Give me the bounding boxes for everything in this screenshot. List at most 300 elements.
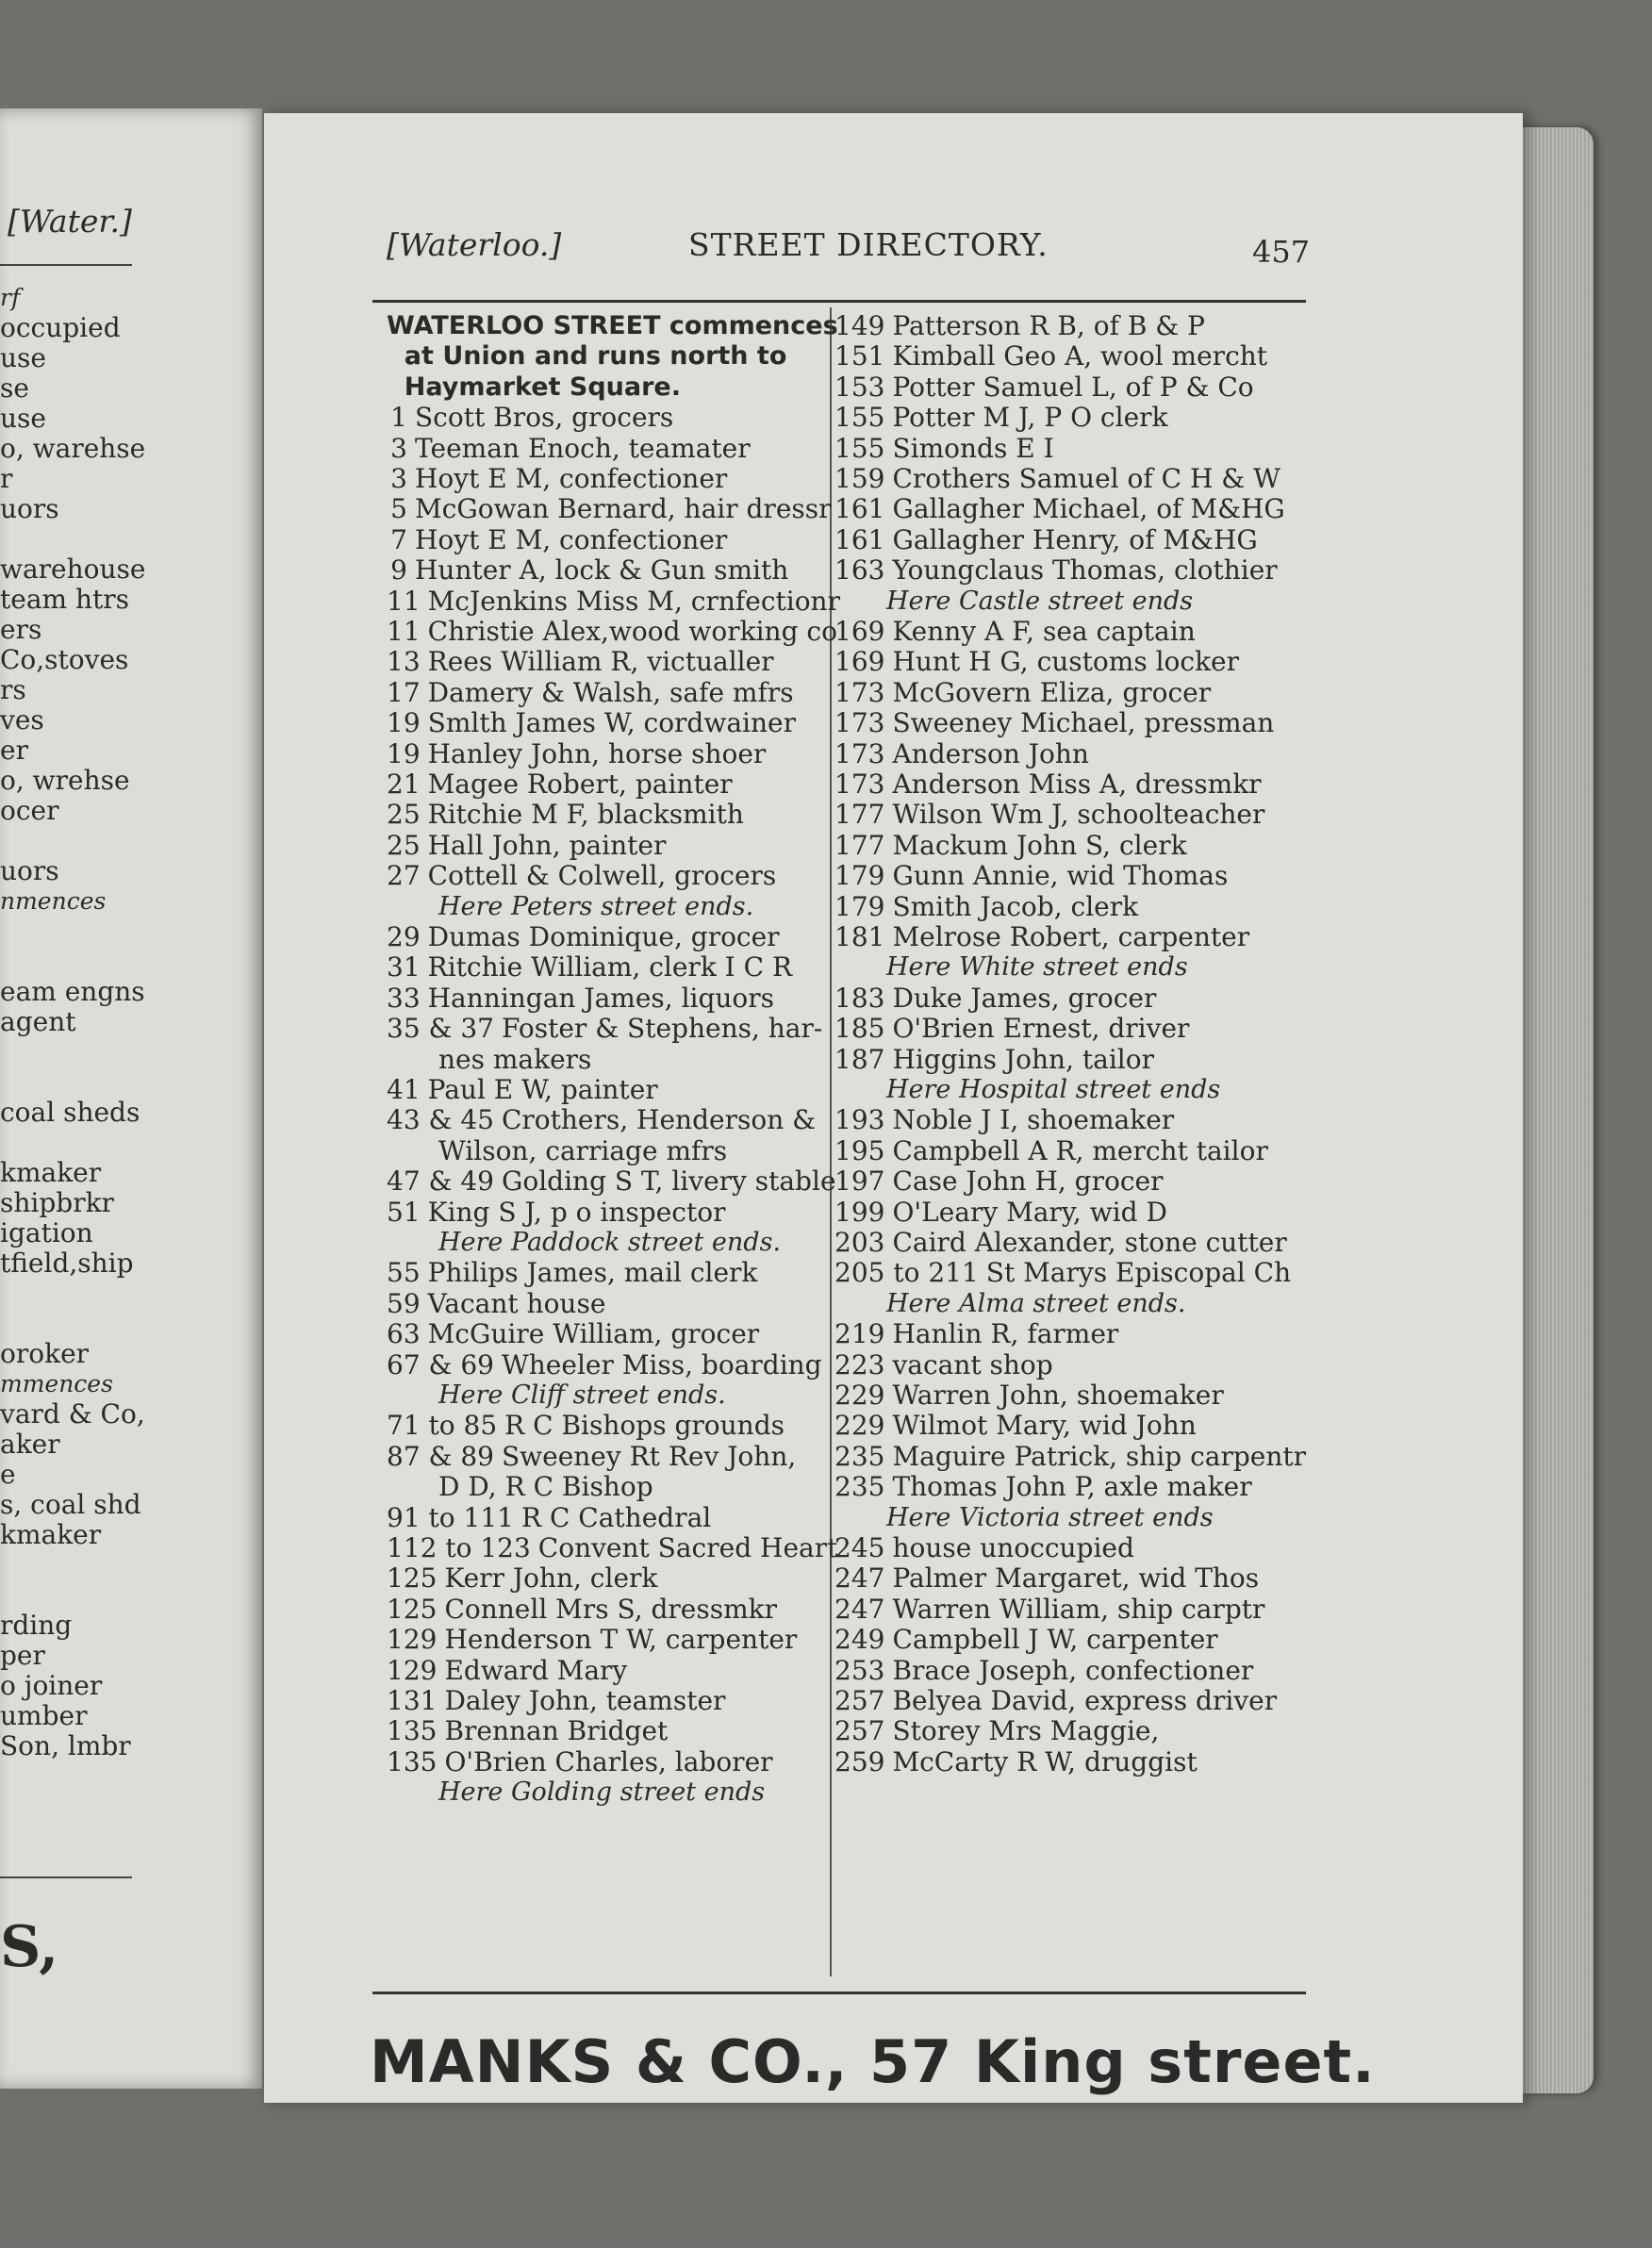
left-page-line: r (0, 463, 13, 494)
left-page-footer: S, (0, 1914, 59, 1980)
house-number: 177 (834, 829, 885, 861)
entry-continuation: D D, R C Bishop (438, 1471, 653, 1503)
house-number: 219 (834, 1318, 885, 1350)
footer-rule (372, 1992, 1306, 1994)
house-number: 153 (834, 371, 885, 403)
resident-entry: Higgins John, tailor (892, 1043, 1154, 1075)
page-title: STREET DIRECTORY. (688, 226, 1049, 263)
left-page-bottom-rule (0, 1876, 132, 1878)
entry-continuation: nes makers (438, 1043, 592, 1075)
left-page-line: se (0, 372, 29, 404)
resident-entry: Sweeney Michael, pressman (892, 707, 1275, 739)
street-ends-note: Here Cliff street ends. (438, 1380, 726, 1410)
house-number: 43 & 45 (387, 1104, 494, 1136)
street-heading: at Union and runs north to (387, 341, 787, 372)
directory-page (264, 113, 1523, 2103)
directory-entry (834, 1472, 1252, 1502)
directory-entry (834, 1686, 1277, 1716)
left-page-line: agent (0, 1006, 76, 1037)
house-number: 161 (834, 523, 885, 555)
house-number: 161 (834, 493, 885, 525)
house-number: 235 (834, 1440, 885, 1472)
directory-entry (387, 1105, 816, 1135)
house-number: 41 (387, 1074, 421, 1105)
directory-entry (834, 769, 1262, 800)
house-number: 183 (834, 982, 885, 1014)
street-ends-note: Here Peters street ends. (438, 891, 754, 921)
directory-entry (387, 1442, 796, 1472)
house-number: 205 to 211 (834, 1257, 979, 1289)
house-number: 11 (387, 616, 421, 647)
left-page-line: nmences (0, 887, 107, 915)
house-number: 13 (387, 646, 421, 678)
resident-entry: house unoccupied (892, 1532, 1134, 1563)
house-number: 193 (834, 1104, 885, 1136)
house-number: 177 (834, 799, 885, 831)
directory-entry (834, 892, 1138, 922)
directory-entry (834, 1105, 1174, 1135)
house-number: 25 (387, 829, 421, 861)
resident-entry: Duke James, grocer (892, 982, 1157, 1014)
house-number: 203 (834, 1227, 885, 1258)
resident-entry: Simonds E I (892, 432, 1054, 464)
house-number: 169 (834, 616, 885, 647)
resident-entry: St Marys Episcopal Ch (985, 1257, 1292, 1289)
header-rule (372, 300, 1306, 303)
house-number: 29 (387, 921, 421, 952)
left-page-line: kmaker (0, 1519, 102, 1550)
directory-entry (387, 434, 751, 464)
left-page-line: rding (0, 1610, 73, 1641)
house-number: 129 (387, 1654, 438, 1686)
left-page-line: aker (0, 1429, 60, 1460)
resident-entry: Gallagher Michael, of M&HG (892, 493, 1285, 525)
resident-entry: Maguire Patrick, ship carpentr (892, 1440, 1307, 1472)
house-number: 155 (834, 432, 885, 464)
directory-entry (387, 1411, 785, 1441)
directory-entry (834, 1656, 1253, 1686)
street-ends-note: Here Hospital street ends (886, 1075, 1221, 1104)
page-number: 457 (1252, 234, 1311, 270)
house-number: 197 (834, 1165, 885, 1198)
left-page-line: eam engns (0, 976, 145, 1007)
left-page-line: mmences (0, 1370, 113, 1397)
house-number: 199 (834, 1196, 885, 1228)
directory-entry (834, 1533, 1134, 1563)
house-number: 63 (387, 1318, 421, 1350)
directory-entry (387, 1595, 777, 1625)
resident-entry: Palmer Margaret, wid Thos (892, 1562, 1260, 1595)
directory-entry (834, 372, 1254, 403)
house-number: 9 (390, 554, 407, 587)
resident-entry: Smith Jacob, clerk (892, 890, 1139, 922)
house-number: 31 (387, 951, 421, 984)
house-number: 47 & 49 (387, 1165, 494, 1198)
house-number: 223 (834, 1348, 885, 1380)
directory-entry (834, 1716, 1159, 1746)
house-number: 33 (387, 982, 421, 1014)
house-number: 257 (834, 1715, 885, 1747)
house-number: 257 (834, 1685, 885, 1716)
directory-entry (387, 494, 832, 524)
left-page-line: kmaker (0, 1157, 102, 1188)
resident-entry: Warren John, shoemaker (892, 1380, 1224, 1411)
house-number: 55 (387, 1257, 421, 1289)
house-number: 247 (834, 1562, 885, 1595)
running-head-street: [Waterloo.] (387, 226, 562, 263)
directory-entry (387, 587, 840, 617)
left-page-line: shipbrkr (0, 1187, 114, 1218)
left-page-line: ers (0, 614, 42, 645)
house-number: 173 (834, 707, 885, 739)
resident-entry: O'Brien Ernest, driver (892, 1013, 1190, 1045)
directory-entry (387, 1503, 711, 1533)
resident-entry: Damery & Walsh, safe mfrs (427, 676, 794, 708)
left-page-line: o joiner (0, 1670, 103, 1701)
house-number: 129 (387, 1624, 438, 1656)
resident-entry: Wilson Wm J, schoolteacher (892, 799, 1265, 831)
resident-entry: King S J, p o inspector (427, 1196, 726, 1228)
house-number: 185 (834, 1013, 885, 1045)
house-number: 1 (390, 402, 407, 434)
directory-entry (387, 739, 766, 769)
resident-entry: McGuire William, grocer (427, 1318, 760, 1350)
entry-continuation: Wilson, carriage mfrs (438, 1134, 728, 1166)
directory-entry (387, 1656, 627, 1686)
directory-entry (834, 1045, 1154, 1075)
resident-entry: Convent Sacred Heart (537, 1532, 838, 1563)
directory-entry (834, 831, 1187, 861)
house-number: 25 (387, 799, 421, 831)
house-number: 5 (390, 493, 407, 525)
resident-entry: Thomas John P, axle maker (892, 1471, 1252, 1503)
left-page-line: per (0, 1640, 45, 1671)
resident-entry: Ritchie M F, blacksmith (427, 799, 744, 831)
left-page-line: igation (0, 1217, 93, 1248)
directory-entry (387, 1289, 605, 1319)
house-number: 195 (834, 1134, 885, 1166)
resident-entry: Hanlin R, farmer (892, 1318, 1119, 1350)
resident-entry: Hanningan James, liquors (427, 982, 775, 1014)
left-page-line: umber (0, 1700, 88, 1731)
house-number: 125 (387, 1593, 438, 1625)
house-number: 247 (834, 1593, 885, 1625)
directory-entry (834, 1442, 1306, 1472)
resident-entry: Gallagher Henry, of M&HG (892, 523, 1258, 555)
directory-entry (834, 1258, 1291, 1288)
left-page-line: occupied (0, 312, 121, 343)
resident-entry: Anderson John (892, 737, 1089, 769)
directory-entry (834, 434, 1054, 464)
page-stack-edge (1523, 127, 1594, 2093)
resident-entry: Daley John, teamster (444, 1685, 726, 1716)
house-number: 3 (390, 463, 407, 494)
left-page-line: o, wrehse (0, 765, 130, 796)
resident-entry: Foster & Stephens, har- (501, 1013, 823, 1045)
directory-entry (387, 1014, 822, 1044)
resident-entry: Brennan Bridget (444, 1715, 669, 1747)
house-number: 173 (834, 769, 885, 800)
house-number: 149 (834, 310, 885, 341)
resident-entry: Noble J I, shoemaker (892, 1104, 1175, 1136)
street-ends-note: Here Castle street ends (886, 586, 1194, 616)
resident-entry: O'Leary Mary, wid D (892, 1196, 1167, 1228)
directory-entry (387, 1625, 797, 1655)
house-number: 249 (834, 1624, 885, 1656)
resident-entry: vacant shop (892, 1348, 1053, 1380)
left-page-line: e (0, 1459, 16, 1490)
directory-entry (387, 678, 794, 708)
resident-entry: Hoyt E M, confectioner (415, 463, 728, 494)
directory-entry (834, 341, 1267, 372)
left-page-line: Son, lmbr (0, 1730, 131, 1761)
directory-entry (834, 647, 1239, 677)
directory-entry (387, 555, 788, 586)
resident-entry: Hall John, painter (427, 829, 667, 861)
directory-entry (834, 464, 1280, 494)
house-number: 3 (390, 432, 407, 464)
left-page-line: use (0, 403, 46, 434)
resident-entry: Case John H, grocer (892, 1165, 1164, 1198)
directory-entry (834, 1595, 1264, 1625)
resident-entry: McGowan Bernard, hair dressr (415, 493, 832, 525)
house-number: 87 & 89 (387, 1440, 494, 1472)
directory-entry (387, 1198, 725, 1228)
resident-entry: Philips James, mail clerk (427, 1257, 758, 1289)
house-number: 135 (387, 1745, 438, 1777)
directory-entry (834, 1411, 1197, 1441)
left-page-line: rs (0, 674, 26, 705)
left-page-line: ves (0, 704, 44, 736)
resident-entry: Youngclaus Thomas, clothier (892, 554, 1278, 587)
house-number: 131 (387, 1685, 438, 1716)
directory-entry (387, 800, 744, 830)
directory-entry (834, 861, 1228, 891)
house-number: 112 to 123 (387, 1532, 531, 1563)
directory-entry (834, 1136, 1268, 1166)
street-ends-note: Here Victoria street ends (886, 1502, 1214, 1532)
directory-entry (834, 1228, 1287, 1258)
directory-entry (387, 1716, 668, 1746)
house-number: 17 (387, 676, 421, 708)
resident-entry: Sweeney Rt Rev John, (501, 1440, 797, 1472)
directory-entry (834, 525, 1258, 555)
directory-entry (834, 984, 1156, 1014)
left-page-line: warehouse (0, 554, 146, 585)
resident-entry: Campbell A R, mercht tailor (892, 1134, 1268, 1166)
resident-entry: Storey Mrs Maggie, (892, 1715, 1160, 1747)
house-number: 259 (834, 1745, 885, 1777)
advertisement-footer: MANKS & CO., 57 King street. (370, 2027, 1376, 2096)
resident-entry: Campbell J W, carpenter (892, 1624, 1218, 1656)
resident-entry: Caird Alexander, stone cutter (892, 1227, 1287, 1258)
left-page-line: Co,stoves (0, 644, 129, 675)
directory-entry (834, 1380, 1224, 1411)
house-number: 187 (834, 1043, 885, 1075)
resident-entry: Mackum John S, clerk (892, 829, 1187, 861)
house-number: 235 (834, 1471, 885, 1503)
directory-entry (387, 1563, 657, 1594)
directory-entry (387, 1350, 822, 1380)
resident-entry: Hunter A, lock & Gun smith (415, 554, 789, 587)
resident-entry: Golding S T, livery stable (501, 1165, 836, 1198)
house-number: 151 (834, 340, 885, 372)
house-number: 91 to 111 (387, 1501, 514, 1533)
resident-entry: R C Bishops grounds (504, 1410, 785, 1442)
resident-entry: Patterson R B, of B & P (892, 310, 1205, 341)
house-number: 21 (387, 769, 421, 800)
house-number: 179 (834, 860, 885, 892)
left-page-line: vard & Co, (0, 1398, 145, 1430)
house-number: 135 (387, 1715, 438, 1747)
house-number: 11 (387, 585, 421, 617)
left-page-line: er (0, 735, 28, 766)
street-heading: Haymarket Square. (387, 372, 682, 402)
left-page-top-rule (0, 264, 132, 266)
left-page-line: team htrs (0, 584, 130, 615)
house-number: 253 (834, 1654, 885, 1686)
resident-entry: Belyea David, express driver (892, 1685, 1278, 1716)
left-page-header: [Water.] (8, 203, 132, 240)
directory-entry (834, 1014, 1189, 1044)
resident-entry: Crothers, Henderson & (501, 1104, 817, 1136)
house-number: 71 to 85 (387, 1410, 498, 1442)
directory-entry (387, 1533, 837, 1563)
resident-entry: Hoyt E M, confectioner (415, 523, 728, 555)
directory-entry (834, 708, 1274, 738)
directory-entry (387, 831, 666, 861)
resident-entry: Magee Robert, painter (427, 769, 733, 800)
resident-entry: McJenkins Miss M, crnfectionr (427, 585, 840, 617)
directory-entry (387, 1166, 836, 1197)
street-ends-note: Here Golding street ends (438, 1777, 766, 1808)
resident-entry: Melrose Robert, carpenter (892, 921, 1250, 952)
left-page-line: oroker (0, 1338, 90, 1369)
house-number: 7 (390, 523, 407, 555)
directory-entry (387, 525, 727, 555)
house-number: 155 (834, 402, 885, 434)
directory-entry (387, 647, 774, 677)
street-ends-note: Here Paddock street ends. (438, 1228, 782, 1257)
left-page-line: use (0, 342, 46, 373)
resident-entry: Cottell & Colwell, grocers (427, 860, 777, 892)
house-number: 125 (387, 1562, 438, 1595)
house-number: 245 (834, 1532, 885, 1563)
adjacent-left-page (0, 108, 262, 2089)
resident-entry: Kenny A F, sea captain (892, 616, 1196, 647)
house-number: 169 (834, 646, 885, 678)
resident-entry: Henderson T W, carpenter (444, 1624, 798, 1656)
left-page-line: ocer (0, 795, 59, 826)
house-number: 229 (834, 1380, 885, 1411)
resident-entry: Potter Samuel L, of P & Co (892, 371, 1254, 403)
house-number: 59 (387, 1287, 421, 1319)
resident-entry: Scott Bros, grocers (415, 402, 674, 434)
directory-entry (834, 617, 1196, 647)
resident-entry: Edward Mary (444, 1654, 628, 1686)
directory-entry (387, 769, 733, 800)
resident-entry: O'Brien Charles, laborer (444, 1745, 773, 1777)
left-page-line: o, warehse (0, 433, 146, 464)
house-number: 35 & 37 (387, 1013, 494, 1045)
resident-entry: Warren William, ship carptr (892, 1593, 1265, 1625)
resident-entry: Dumas Dominique, grocer (427, 921, 780, 952)
resident-entry: Kerr John, clerk (444, 1562, 658, 1595)
left-page-line: coal sheds (0, 1097, 140, 1128)
directory-entry (834, 1319, 1118, 1349)
directory-entry (834, 1563, 1259, 1594)
house-number: 19 (387, 737, 421, 769)
resident-entry: Hanley John, horse shoer (427, 737, 767, 769)
resident-entry: Brace Joseph, confectioner (892, 1654, 1254, 1686)
directory-entry (834, 403, 1167, 433)
directory-entry (834, 494, 1285, 524)
house-number: 19 (387, 707, 421, 739)
directory-entry (834, 555, 1278, 586)
resident-entry: Teeman Enoch, teamater (415, 432, 751, 464)
resident-entry: Crothers Samuel of C H & W (892, 463, 1280, 494)
house-number: 181 (834, 921, 885, 952)
left-page-line: rf (0, 284, 21, 311)
directory-entry (834, 800, 1264, 830)
house-number: 173 (834, 737, 885, 769)
directory-entry (387, 403, 673, 433)
column-divider (830, 307, 832, 1976)
street-ends-note: Here Alma street ends. (886, 1288, 1186, 1318)
resident-entry: Anderson Miss A, dressmkr (892, 769, 1262, 800)
left-page-line: tfield,ship (0, 1248, 134, 1279)
directory-entry (834, 1350, 1053, 1380)
directory-entry (387, 861, 776, 891)
resident-entry: Wilmot Mary, wid John (892, 1410, 1197, 1442)
directory-entry (387, 708, 796, 738)
resident-entry: Christie Alex,wood working co (427, 616, 837, 647)
street-heading: WATERLOO STREET commences (387, 311, 838, 340)
directory-entry (387, 1258, 757, 1288)
resident-entry: McCarty R W, druggist (892, 1745, 1198, 1777)
directory-entry (387, 984, 774, 1014)
resident-entry: Smlth James W, cordwainer (427, 707, 796, 739)
house-number: 179 (834, 890, 885, 922)
directory-entry (387, 1075, 658, 1105)
house-number: 163 (834, 554, 885, 587)
street-ends-note: Here White street ends (886, 952, 1188, 983)
directory-entry (834, 678, 1211, 708)
directory-entry (387, 952, 792, 983)
house-number: 173 (834, 676, 885, 708)
resident-entry: Hunt H G, customs locker (892, 646, 1240, 678)
resident-entry: Connell Mrs S, dressmkr (444, 1593, 778, 1625)
directory-entry (834, 311, 1205, 341)
resident-entry: Kimball Geo A, wool mercht (892, 340, 1268, 372)
directory-entry (834, 1625, 1218, 1655)
resident-entry: Wheeler Miss, boarding (501, 1348, 822, 1380)
resident-entry: Vacant house (427, 1287, 606, 1319)
directory-entry (834, 922, 1249, 952)
directory-entry (834, 1198, 1167, 1228)
directory-entry (387, 922, 780, 952)
house-number: 159 (834, 463, 885, 494)
directory-entry (387, 1747, 773, 1777)
left-page-line: uors (0, 493, 59, 524)
house-number: 67 & 69 (387, 1348, 494, 1380)
left-page-line: s, coal shd (0, 1489, 141, 1520)
house-number: 27 (387, 860, 421, 892)
directory-entry (834, 1747, 1198, 1777)
house-number: 51 (387, 1196, 421, 1228)
directory-entry (834, 1166, 1163, 1197)
directory-entry (387, 1319, 759, 1349)
